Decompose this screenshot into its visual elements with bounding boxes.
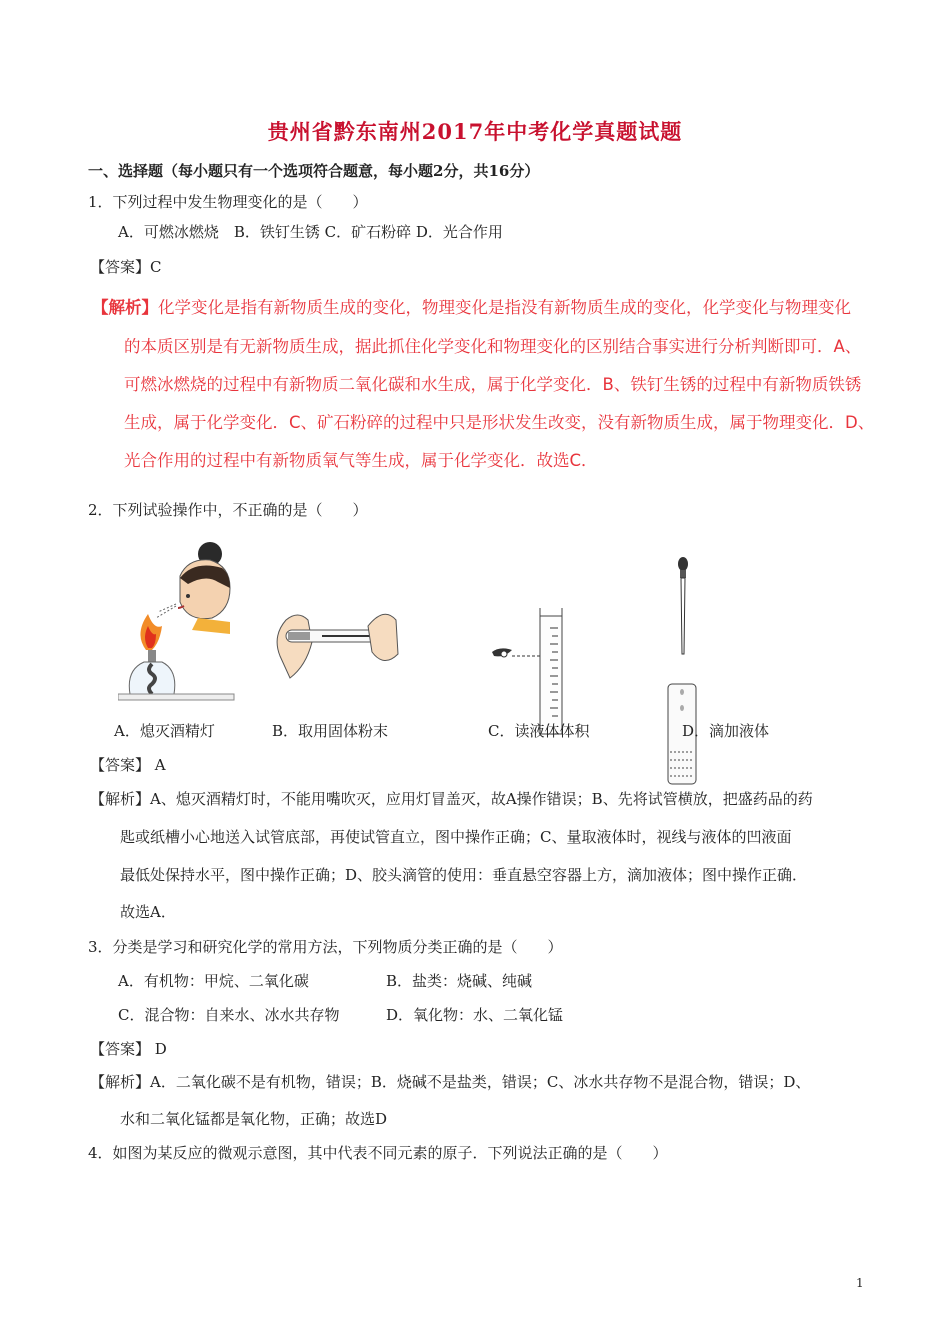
q1-analysis-line-1: 【解析】化学变化是指有新物质生成的变化，物理变化是指没有新物质生成的变化，化学变化与物理变化 xyxy=(92,298,851,317)
q2-answer: 【答案】 A xyxy=(90,756,166,774)
alcohol-lamp-figure xyxy=(118,538,238,706)
graduated-cylinder-figure xyxy=(490,608,580,738)
q3-stem: 3．分类是学习和研究化学的常用方法，下列物质分类正确的是（ ） xyxy=(88,938,563,956)
q3-option-c: C．混合物：自来水、冰水共存物 xyxy=(118,1006,340,1024)
q3-option-d: D．氧化物：水、二氧化锰 xyxy=(386,1006,564,1024)
q3-option-b: B．盐类：烧碱、纯碱 xyxy=(386,972,533,990)
q2-caption-d: D．滴加液体 xyxy=(682,722,770,740)
q2-analysis-line-2: 匙或纸槽小心地送入试管底部，再使试管直立，图中操作正确；C、量取液体时，视线与液体的凹液面 xyxy=(120,828,792,846)
q1-analysis-line-2: 的本质区别是有无新物质生成，据此抓住化学变化和物理变化的区别结合事实进行分析判断即可．A、 xyxy=(124,337,862,356)
q4-stem: 4．如图为某反应的微观示意图，其中代表不同元素的原子．下列说法正确的是（ ） xyxy=(88,1144,668,1162)
q1-options: A．可燃冰燃烧 B．铁钉生锈 C．矿石粉碎 D．光合作用 xyxy=(118,223,503,241)
q1-analysis-line-3: 可燃冰燃烧的过程中有新物质二氧化碳和水生成，属于化学变化．B、铁钉生锈的过程中有新物质铁锈 xyxy=(124,375,862,394)
q2-caption-c: C．读液体体积 xyxy=(488,722,590,740)
q1-analysis-tag: 【解析】 xyxy=(92,298,158,317)
q2-analysis-line-1: 【解析】A、熄灭酒精灯时，不能用嘴吹灭，应用灯冒盖灭，故A操作错误；B、先将试管横放，把盛药品的药 xyxy=(90,790,813,808)
q2-stem: 2．下列试验操作中，不正确的是（ ） xyxy=(88,501,368,519)
q2-analysis-line-3: 最低处保持水平，图中操作正确；D、胶头滴管的使用：垂直悬空容器上方，滴加液体；图中操作正确． xyxy=(120,866,808,884)
q1-stem: 1．下列过程中发生物理变化的是（ ） xyxy=(88,193,368,211)
q1-analysis-line-4: 生成，属于化学变化．C、矿石粉碎的过程中只是形状发生改变，没有新物质生成，属于物理变化．D、 xyxy=(124,413,875,432)
page-number: 1 xyxy=(856,1276,864,1290)
page-title: 贵州省黔东南州2017年中考化学真题试题 xyxy=(267,119,683,144)
q2-caption-a: A．熄灭酒精灯 xyxy=(114,722,215,740)
q3-option-a: A．有机物：甲烷、二氧化碳 xyxy=(118,972,309,990)
q1-analysis-line-5: 光合作用的过程中有新物质氧气等生成，属于化学变化．故选C． xyxy=(124,451,598,470)
dropper-figure xyxy=(660,556,710,788)
test-tube-powder-figure xyxy=(272,596,400,686)
section-heading: 一、选择题（每小题只有一个选项符合题意，每小题2分，共16分） xyxy=(88,162,540,180)
q1-answer: 【答案】C xyxy=(90,258,162,276)
q3-answer: 【答案】 D xyxy=(90,1040,167,1058)
q2-analysis-line-4: 故选A． xyxy=(120,903,176,921)
q3-analysis-line-1: 【解析】A．二氧化碳不是有机物，错误；B．烧碱不是盐类，错误；C、冰水共存物不是混合物，错误；D、 xyxy=(90,1073,811,1091)
q2-caption-b: B．取用固体粉末 xyxy=(272,722,389,740)
q3-analysis-line-2: 水和二氧化锰都是氧化物，正确；故选D xyxy=(120,1110,388,1128)
